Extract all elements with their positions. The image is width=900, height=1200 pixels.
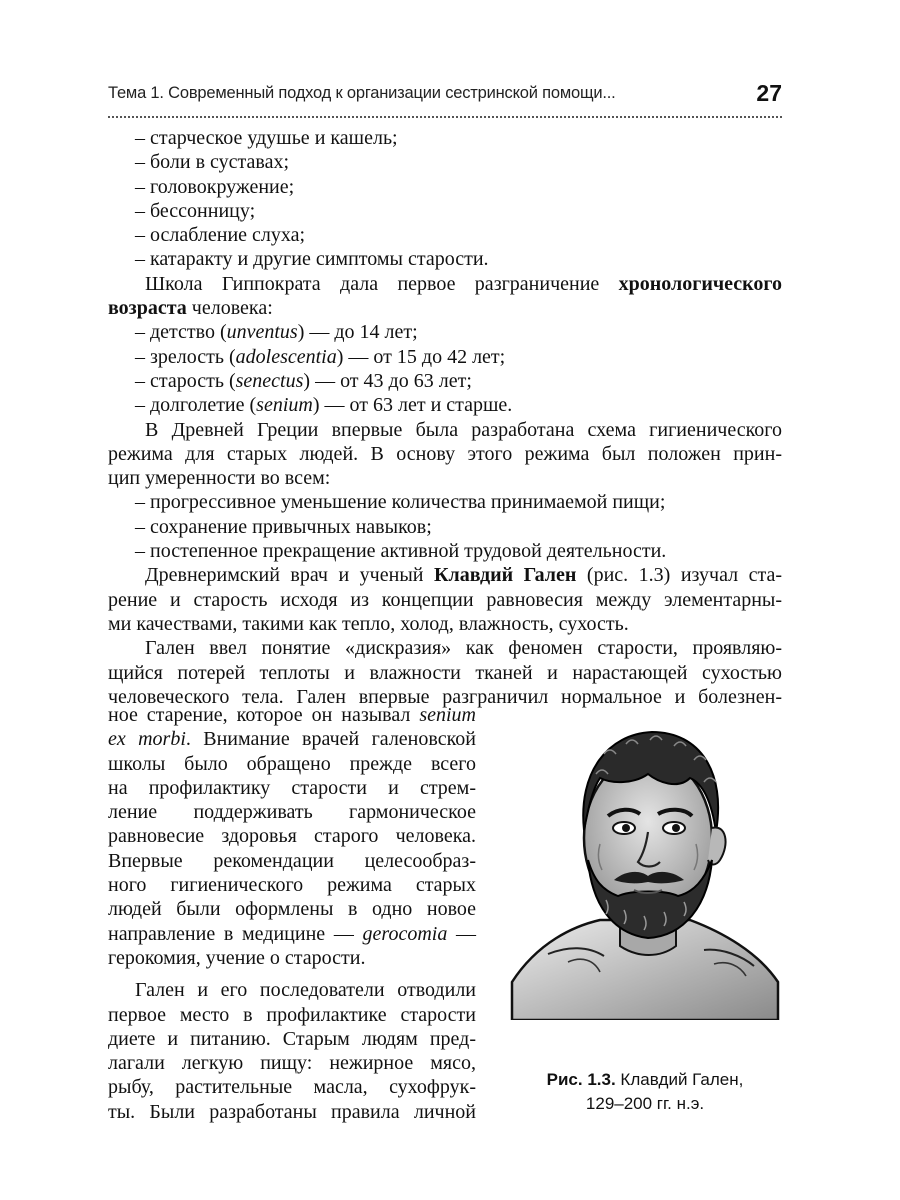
paragraph-line: рыбу, растительные масла, сухофрук- bbox=[108, 1076, 476, 1099]
paragraph-line: цип умеренности во всем: bbox=[108, 467, 331, 490]
list-item: – ослабление слуха; bbox=[135, 224, 306, 247]
list-item: – головокружение; bbox=[135, 175, 295, 198]
paragraph-line: человеческого тела. Гален впервые разграничил нормальное и болезнен- bbox=[108, 685, 782, 708]
paragraph-line: Впервые рекомендации целесообраз- bbox=[108, 849, 476, 872]
running-header bbox=[108, 82, 782, 108]
text-column bbox=[108, 703, 476, 1124]
main-text bbox=[108, 126, 782, 709]
paragraph-line: первое место в профилактике старости bbox=[108, 1003, 476, 1026]
header-dotted-rule bbox=[108, 116, 782, 118]
paragraph-line: направление в медицине — gerocomia — bbox=[108, 922, 477, 945]
running-title: Тема 1. Современный подход к организации сестринской помощи... bbox=[108, 84, 616, 102]
page-number: 27 bbox=[756, 80, 782, 106]
paragraph-line: Гален и его последователи отводили bbox=[135, 979, 476, 1002]
paragraph-line: ление поддерживать гармоническое bbox=[108, 801, 476, 824]
paragraph-line: диете и питанию. Старым людям пред- bbox=[108, 1027, 476, 1050]
paragraph-line: ное старение, которое он называл senium bbox=[108, 704, 476, 726]
paragraph-line: Древнеримский врач и ученый Клавдий Гален (рис. 1.3) изучал ста- bbox=[145, 564, 782, 587]
paragraph-line: Школа Гиппократа дала первое разграничение хронологического bbox=[145, 272, 782, 295]
paragraph-line: Гален ввел понятие «дискразия» как феномен старости, проявляю- bbox=[145, 637, 782, 660]
list-item: – боли в суставах; bbox=[135, 151, 290, 174]
list-item: – прогрессивное уменьшение количества принимаемой пищи; bbox=[135, 491, 666, 514]
paragraph-line: школы было обращено прежде всего bbox=[108, 752, 476, 775]
figure-caption bbox=[500, 1068, 790, 1116]
paragraph-line: людей были оформлены в одно новое bbox=[108, 898, 476, 921]
list-item: – детство (unventus) — до 14 лет; bbox=[135, 321, 418, 344]
portrait-illustration bbox=[508, 720, 782, 1020]
paragraph-line: равновесие здоровья старого человека. bbox=[108, 825, 476, 848]
list-item: – бессонницу; bbox=[135, 199, 256, 222]
paragraph-line: режима для старых людей. В основу этого режима был положен прин- bbox=[108, 442, 782, 465]
list-item: – сохранение привычных навыков; bbox=[135, 515, 432, 538]
paragraph-line: герокомия, учение о старости. bbox=[108, 946, 366, 969]
paragraph-line: ного гигиенического режима старых bbox=[108, 874, 476, 897]
paragraph-line: щийся потерей теплоты и влажности тканей и нарастающей сухостью bbox=[108, 661, 782, 684]
list-item: – старость (senectus) — от 43 до 63 лет; bbox=[135, 369, 472, 392]
paragraph-line: лагали легкую пищу: нежирное мясо, bbox=[108, 1052, 476, 1075]
paragraph-line: ми качествами, такими как тепло, холод, влажность, сухость. bbox=[108, 612, 629, 635]
caption-dates: 129–200 гг. н.э. bbox=[585, 1094, 705, 1113]
galen-portrait bbox=[508, 720, 782, 1020]
list-item: – катаракту и другие симптомы старости. bbox=[135, 248, 489, 271]
paragraph-line: возраста человека: bbox=[108, 297, 273, 320]
list-item: – долголетие (senium) — от 63 лет и старше. bbox=[135, 394, 513, 417]
paragraph-line: рение и старость исходя из концепции равновесия между элементарны- bbox=[108, 588, 782, 611]
list-item: – старческое удушье и кашель; bbox=[135, 127, 398, 149]
caption-line: Рис. 1.3. Клавдий Гален, bbox=[546, 1070, 744, 1089]
list-item: – зрелость (adolescentia) — от 15 до 42 лет; bbox=[135, 345, 506, 368]
paragraph-line: ex morbi. Внимание врачей галеновской bbox=[108, 728, 476, 751]
paragraph-line: В Древней Греции впервые была разработана схема гигиенического bbox=[145, 418, 782, 441]
paragraph-line: ты. Были разработаны правила личной bbox=[108, 1100, 476, 1123]
paragraph-line: на профилактику старости и стрем- bbox=[108, 776, 476, 799]
list-item: – постепенное прекращение активной трудовой деятельности. bbox=[135, 540, 667, 563]
